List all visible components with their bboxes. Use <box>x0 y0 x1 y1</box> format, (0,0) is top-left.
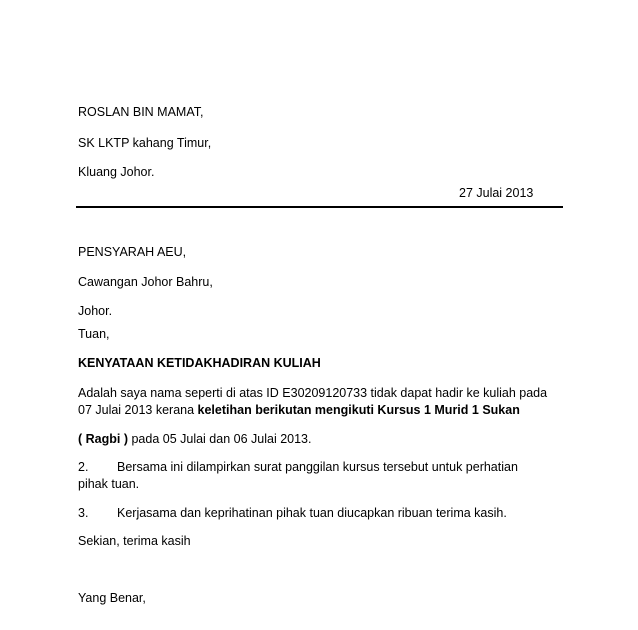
paragraph-3-text: Kerjasama dan keprihatinan pihak tuan diucapkan ribuan terima kasih. <box>117 506 507 520</box>
sender-school: SK LKTP kahang Timur, <box>78 136 212 150</box>
paragraph-3-number: 3. <box>78 506 89 520</box>
paragraph-1-line-1: Adalah saya nama seperti di atas ID E30209120733 tidak dapat hadir ke kuliah pada <box>78 386 548 400</box>
paragraph-1-line-3-emphasis: ( Ragbi ) <box>78 432 128 446</box>
sender-city: Kluang Johor. <box>78 165 155 179</box>
paragraph-1-line-3-text: pada 05 Julai dan 06 Julai 2013. <box>128 432 312 446</box>
closing: Sekian, terima kasih <box>78 534 191 548</box>
recipient-state: Johor. <box>78 304 113 318</box>
paragraph-2-line-1 <box>78 460 518 475</box>
paragraph-1-line-3 <box>78 432 311 447</box>
salutation: Tuan, <box>78 327 110 341</box>
recipient-title: PENSYARAH AEU, <box>78 245 187 259</box>
subject-heading: KENYATAAN KETIDAKHADIRAN KULIAH <box>78 356 321 370</box>
letter-date: 27 Julai 2013 <box>459 186 534 200</box>
paragraph-3-line-1 <box>78 506 507 521</box>
recipient-branch: Cawangan Johor Bahru, <box>78 275 213 289</box>
paragraph-1-line-2 <box>78 403 520 418</box>
paragraph-2-text: Bersama ini dilampirkan surat panggilan kursus tersebut untuk perhatian <box>117 460 518 474</box>
paragraph-1-line-2-text: 07 Julai 2013 kerana <box>78 403 198 417</box>
paragraph-1-line-2-emphasis: keletihan berikutan mengikuti Kursus 1 Murid 1 Sukan <box>197 403 520 417</box>
paragraph-2-line-2: pihak tuan. <box>78 477 140 491</box>
signoff: Yang Benar, <box>78 591 146 605</box>
paragraph-2-number: 2. <box>78 460 89 474</box>
header-divider <box>76 206 563 208</box>
sender-name: ROSLAN BIN MAMAT, <box>78 105 204 119</box>
